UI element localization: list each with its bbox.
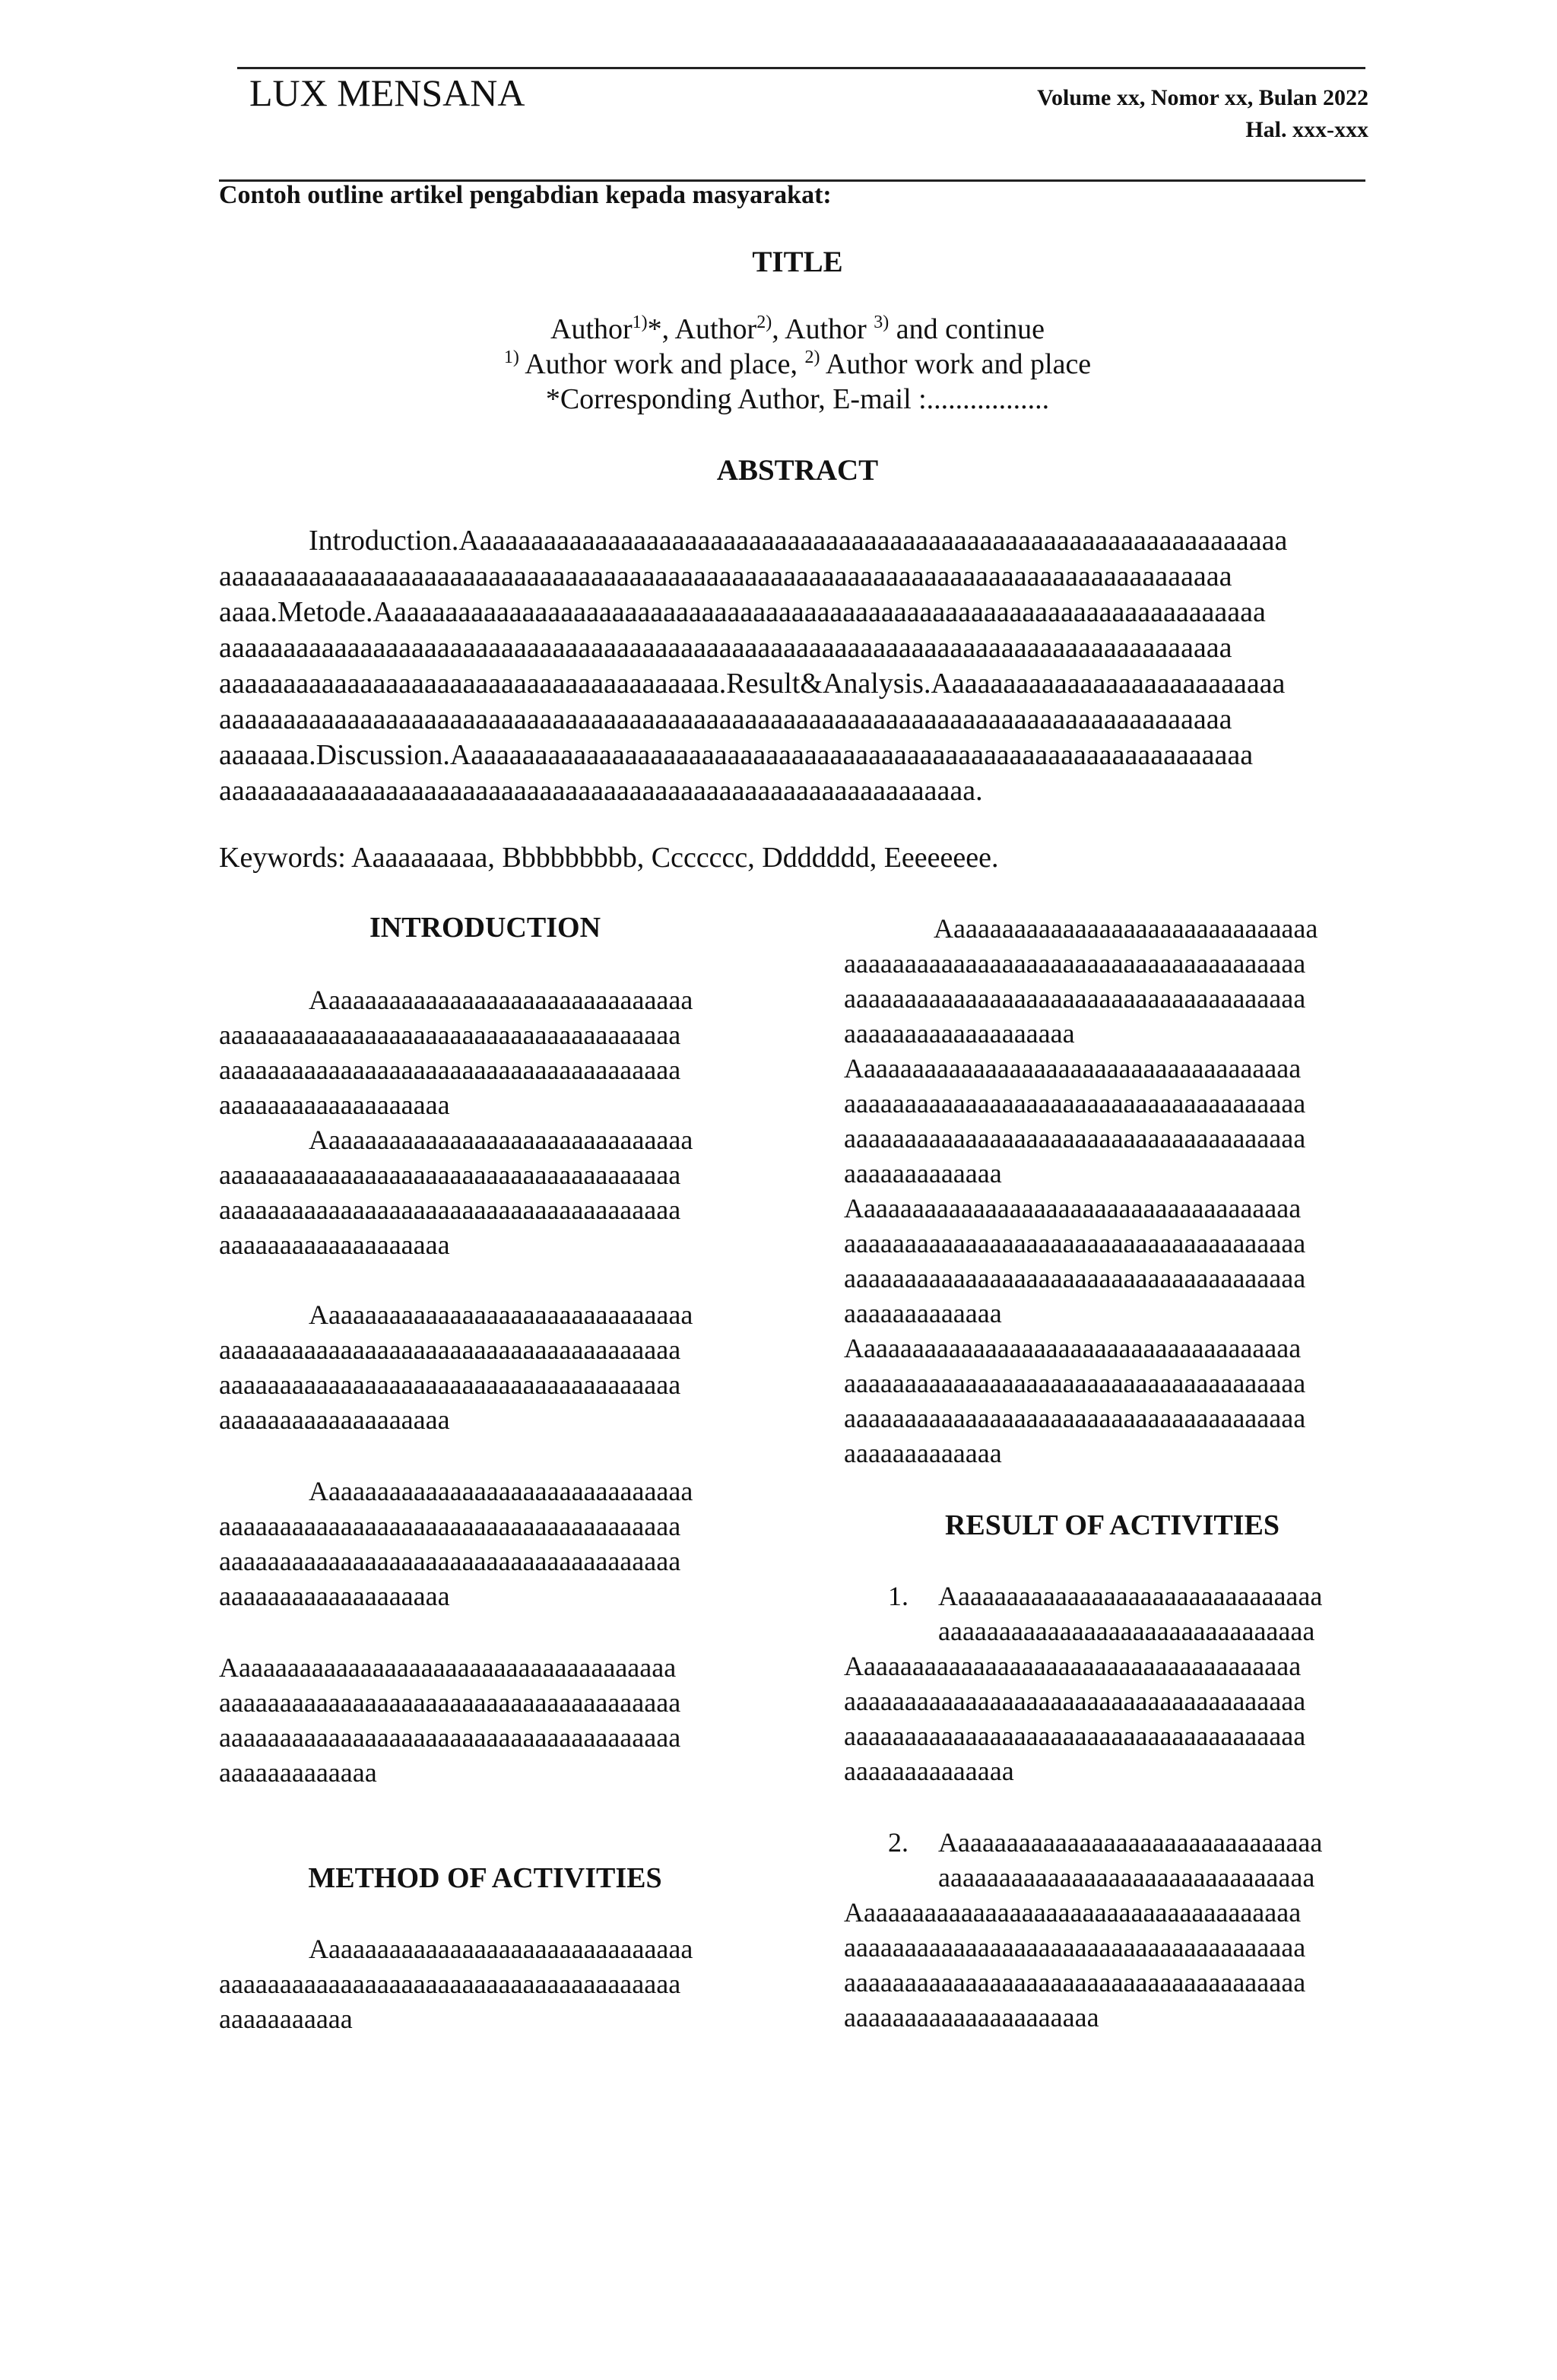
list-item-number: 2. — [888, 1827, 909, 1858]
list-item-line: aaaaaaaaaaaaaaaaaaaaaaaaaaaaaaa — [938, 1862, 1315, 1893]
method-paragraph — [844, 1051, 1305, 1191]
paragraph-line: aaaaaaaaaaaaaaaaaaaaaaaaaaaaaaaaaaaaaa — [844, 983, 1306, 1014]
intro-paragraph — [219, 1297, 693, 1437]
author-affiliations — [0, 347, 1557, 382]
author-names — [0, 312, 1557, 347]
paragraph-line: Aaaaaaaaaaaaaaaaaaaaaaaaaaaaaaa — [309, 1476, 693, 1506]
paragraph-line: aaaaaaaaaaaaaaaaaaaaaaaaaaaaaaaaaaaaaa — [219, 1020, 681, 1050]
journal-name: LUX MENSANA — [249, 71, 525, 114]
result-heading: RESULT OF ACTIVITIES — [944, 1509, 1280, 1541]
paragraph-line: aaaaaaaaaaaaaaaaaaaaaaaaaaaaaaaaaaaaaa — [844, 1088, 1306, 1119]
author-1-affil: 1) — [632, 313, 648, 332]
paragraph-line: aaaaaaaaaaaaa — [219, 1757, 377, 1788]
list-item-line: Aaaaaaaaaaaaaaaaaaaaaaaaaaaaaaa — [938, 1827, 1323, 1858]
paragraph-line: Aaaaaaaaaaaaaaaaaaaaaaaaaaaaaaaaaaaaa — [219, 1652, 677, 1683]
paragraph-line: aaaaaaaaaaaaaaaaaaa — [219, 1230, 450, 1260]
paragraph-line: Aaaaaaaaaaaaaaaaaaaaaaaaaaaaaaa — [309, 985, 693, 1015]
affil-2: Author work and place — [820, 348, 1092, 380]
author-3-affil: 3) — [874, 313, 889, 332]
list-item-number: 1. — [888, 1581, 909, 1611]
result-paragraph — [844, 1649, 1305, 1788]
intro-paragraph — [219, 1650, 680, 1790]
paragraph-line: aaaaaaaaaaaaaaaaaaa — [219, 1404, 450, 1435]
author-continue: and continue — [889, 313, 1045, 345]
paragraph-line: Aaaaaaaaaaaaaaaaaaaaaaaaaaaaaaaaaaaaa — [844, 1193, 1302, 1223]
paragraph-line: aaaaaaaaaaaaaaaaaaaaaaaaaaaaaaaaaaaaaa — [844, 1932, 1306, 1963]
author-1: Author — [550, 313, 633, 345]
paragraph-line: aaaaaaaaaaaaaaaaaaaaaaaaaaaaaaaaaaaaaa — [219, 1055, 681, 1085]
volume-info: Volume xx, Nomor xx, Bulan 2022 — [1037, 85, 1368, 110]
paragraph-line: aaaaaaaaaaaaaaaaaaa — [844, 1018, 1075, 1049]
author-3: , Author — [772, 313, 874, 345]
paragraph-line: aaaaaaaaaaaaa — [844, 1298, 1002, 1328]
paragraph-line: aaaaaaaaaaaaaaaaaaaaaaaaaaaaaaaaaaaaaa — [219, 1687, 681, 1718]
abstract-line: aaaa.Metode.Aaaaaaaaaaaaaaaaaaaaaaaaaaaaaaaaaaaaaaaaaaaaaaaaaaaaaaaaaaaaaaaaaaaaa — [219, 596, 1266, 628]
paragraph-line: aaaaaaaaaaaaaaaaaaa — [219, 1581, 450, 1611]
abstract-line: aaaaaaa.Discussion.Aaaaaaaaaaaaaaaaaaaaaaaaaaaaaaaaaaaaaaaaaaaaaaaaaaaaaaaaaaaaaa — [219, 739, 1254, 771]
paragraph-line: Aaaaaaaaaaaaaaaaaaaaaaaaaaaaaaaaaaaaa — [844, 1651, 1302, 1681]
list-item — [938, 1825, 1322, 1895]
author-2: *, Author — [647, 313, 757, 345]
paragraph-line: aaaaaaaaaaaaaaaaaaaaaaaaaaaaaaaaaaaaaa — [844, 1686, 1306, 1716]
abstract-line: aaaaaaaaaaaaaaaaaaaaaaaaaaaaaaaaaaaaaaaaaaaaaaaaaaaaaaaaaaaaaaaaaaaaaaaaaaaaaaa — [219, 632, 1232, 664]
paragraph-line: aaaaaaaaaaaaaaaaaaaaaaaaaaaaaaaaaaaaaa — [844, 1403, 1306, 1433]
paragraph-line: aaaaaaaaaaaaaaaaaaa — [219, 1090, 450, 1120]
paragraph-line: aaaaaaaaaaaaaaaaaaaaaaaaaaaaaaaaaaaaaa — [219, 1195, 681, 1225]
paragraph-line: aaaaaaaaaaaaaaaaaaaaaaaaaaaaaaaaaaaaaa — [844, 1228, 1306, 1258]
paragraph-line: aaaaaaaaaaaaa — [844, 1438, 1002, 1468]
article-title: TITLE — [752, 246, 843, 278]
paragraph-line: aaaaaaaaaaaaaaaaaaaaaaaaaaaaaaaaaaaaaa — [219, 1334, 681, 1365]
page-range: Hal. xxx-xxx — [1245, 117, 1368, 142]
list-item-line: aaaaaaaaaaaaaaaaaaaaaaaaaaaaaaa — [938, 1616, 1315, 1646]
paragraph-line: aaaaaaaaaaaaaaaaaaaaaaaaaaaaaaaaaaaaaa — [219, 1546, 681, 1576]
paragraph-line: aaaaaaaaaaaaaa — [844, 1756, 1014, 1786]
abstract-line: aaaaaaaaaaaaaaaaaaaaaaaaaaaaaaaaaaaaaaa.Result&Analysis.Aaaaaaaaaaaaaaaaaaaaaaaaaaa — [219, 668, 1286, 700]
abstract-heading: ABSTRACT — [716, 454, 879, 487]
paragraph-line: aaaaaaaaaaaaaaaaaaaaaaaaaaaaaaaaaaaaaa — [844, 948, 1306, 979]
method-paragraph — [219, 1931, 693, 2036]
paragraph-line: aaaaaaaaaaaaaaaaaaaaaaaaaaaaaaaaaaaaaa — [844, 1721, 1306, 1751]
method-heading: METHOD OF ACTIVITIES — [308, 1862, 662, 1894]
paragraph-line: aaaaaaaaaaaaaaaaaaaaaaaaaaaaaaaaaaaaaa — [844, 1123, 1306, 1154]
paragraph-line: aaaaaaaaaaaaaaaaaaaaaaaaaaaaaaaaaaaaaa — [844, 1967, 1306, 1998]
method-paragraph — [844, 1191, 1305, 1331]
paragraph-line: aaaaaaaaaaaaaaaaaaaaaaaaaaaaaaaaaaaaaa — [219, 1369, 681, 1400]
paragraph-line: aaaaaaaaaaaaa — [844, 1158, 1002, 1188]
introduction-heading: INTRODUCTION — [369, 912, 601, 944]
author-2-affil: 2) — [756, 313, 772, 332]
paragraph-line: aaaaaaaaaaaaaaaaaaaaaaaaaaaaaaaaaaaaaa — [844, 1368, 1306, 1398]
paragraph-line: Aaaaaaaaaaaaaaaaaaaaaaaaaaaaaaaaaaaaa — [844, 1053, 1302, 1084]
paragraph-line: aaaaaaaaaaaaaaaaaaaaaaaaaaaaaaaaaaaaaa — [844, 1263, 1306, 1293]
affil-1: Author work and place, — [518, 348, 805, 380]
method-paragraph — [844, 911, 1318, 1051]
keywords: Keywords: Aaaaaaaaaa, Bbbbbbbbb, Ccccccc, Ddddddd, Eeeeeeee. — [219, 842, 999, 874]
intro-paragraph — [219, 1474, 693, 1614]
outline-label: Contoh outline artikel pengabdian kepada masyarakat: — [219, 181, 832, 209]
abstract-line: aaaaaaaaaaaaaaaaaaaaaaaaaaaaaaaaaaaaaaaaaaaaaaaaaaaaaaaaaaa. — [219, 775, 983, 807]
paragraph-line: Aaaaaaaaaaaaaaaaaaaaaaaaaaaaaaa — [309, 1125, 693, 1155]
paragraph-line: Aaaaaaaaaaaaaaaaaaaaaaaaaaaaaaaaaaaaa — [844, 1333, 1302, 1363]
paragraph-line: Aaaaaaaaaaaaaaaaaaaaaaaaaaaaaaa — [309, 1299, 693, 1330]
intro-paragraph — [219, 1122, 693, 1262]
paragraph-line: aaaaaaaaaaaaaaaaaaaaaaaaaaaaaaaaaaaaaa — [219, 1969, 681, 1999]
affil-2-mark: 2) — [804, 347, 820, 367]
paragraph-line: aaaaaaaaaaaaaaaaaaaaa — [844, 2002, 1099, 2033]
paragraph-line: Aaaaaaaaaaaaaaaaaaaaaaaaaaaaaaa — [309, 1934, 693, 1964]
paragraph-line: Aaaaaaaaaaaaaaaaaaaaaaaaaaaaaaa — [934, 913, 1318, 944]
intro-paragraph — [219, 982, 693, 1122]
method-paragraph — [844, 1331, 1305, 1471]
list-item-line: Aaaaaaaaaaaaaaaaaaaaaaaaaaaaaaa — [938, 1581, 1323, 1611]
abstract-body — [219, 523, 1381, 809]
paragraph-line: aaaaaaaaaaaaaaaaaaaaaaaaaaaaaaaaaaaaaa — [219, 1722, 681, 1753]
abstract-line: aaaaaaaaaaaaaaaaaaaaaaaaaaaaaaaaaaaaaaaaaaaaaaaaaaaaaaaaaaaaaaaaaaaaaaaaaaaaaaa — [219, 560, 1232, 592]
abstract-line: Introduction.Aaaaaaaaaaaaaaaaaaaaaaaaaaaaaaaaaaaaaaaaaaaaaaaaaaaaaaaaaaaaaaaa — [309, 525, 1288, 557]
paragraph-line: Aaaaaaaaaaaaaaaaaaaaaaaaaaaaaaaaaaaaa — [844, 1897, 1302, 1928]
header-top-rule — [237, 67, 1365, 69]
result-paragraph — [844, 1895, 1305, 2035]
paragraph-line: aaaaaaaaaaaaaaaaaaaaaaaaaaaaaaaaaaaaaa — [219, 1160, 681, 1190]
corresponding-author: *Corresponding Author, E-mail :................. — [545, 383, 1050, 415]
affil-1-mark: 1) — [503, 347, 519, 367]
list-item — [938, 1579, 1322, 1649]
paragraph-line: aaaaaaaaaaaaaaaaaaaaaaaaaaaaaaaaaaaaaa — [219, 1511, 681, 1541]
abstract-line: aaaaaaaaaaaaaaaaaaaaaaaaaaaaaaaaaaaaaaaaaaaaaaaaaaaaaaaaaaaaaaaaaaaaaaaaaaaaaaa — [219, 703, 1232, 735]
paragraph-line: aaaaaaaaaaa — [219, 2004, 353, 2034]
